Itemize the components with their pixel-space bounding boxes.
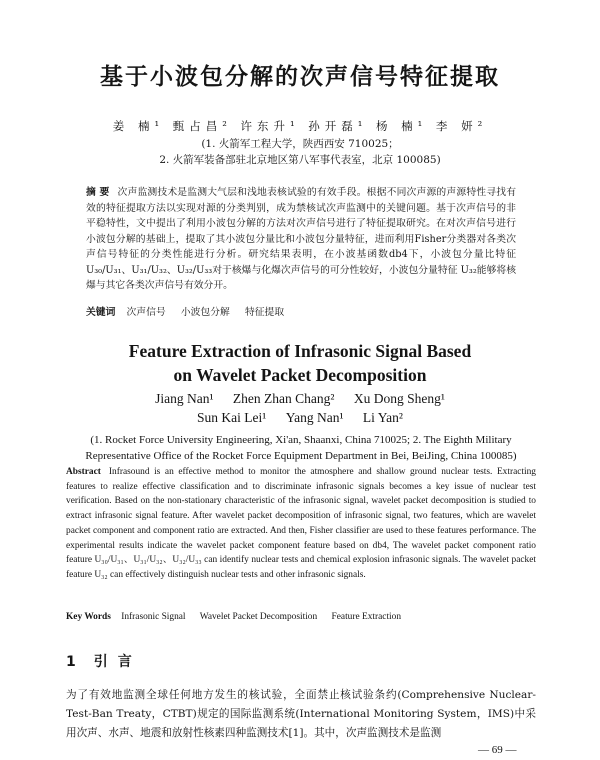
english-keywords-label: Key Words bbox=[66, 612, 111, 622]
english-abstract-text: Infrasound is an effective method to monitor the atmosphere and shallow ground nuclear tests. Extracting features to realize effective classification and to discriminate infrasonic signals becomes a key issue of nuclear test verification. Based on the non-stationary characteristic of the infrasonic signal, wavelet packet decomposition is studied to extract infrasonic signal feature. After wavelet packet decomposition of infrasonic signal, two features, which are wavelet packet component and component ratio are extracted. And then, Fisher classifier are used to these features performance. The experimental results indicate the wavelet packet component feature based on db4, The wavelet packet component ratio feature U₃₀/U₃₁、U₃₁/U₃₂、U₃₂/U₃₃ can identify nuclear tests and chemical explosion infrasonic signals. The wavelet packet feature U₃₂ can effectively distinguish nuclear tests and other infrasonic signals. bbox=[66, 467, 536, 580]
chinese-affiliation-1: (1. 火箭军工程大学，陕西西安 710025； bbox=[201, 138, 399, 150]
english-abstract-label: Abstract bbox=[66, 467, 101, 477]
english-authors-line-1 bbox=[0, 391, 600, 407]
english-title-line-1: Feature Extraction of Infrasonic Signal Based bbox=[128, 341, 472, 361]
english-keyword: Wavelet Packet Decomposition bbox=[199, 612, 318, 622]
author-name: Jiang Nan¹ bbox=[155, 391, 214, 406]
english-keywords bbox=[66, 612, 536, 622]
chinese-abstract-text: 次声监测技术是监测大气层和浅地表核试验的有效手段。根据不同次声源的声源特性寻找有效的特征提取方法以实现对源的分类判别，成为禁核试次声监测中的关键问题。基于次声信号的非平稳特性，文中提出了利用小波包分解的方法对次声信号进行了特征提取研究。在对次声信号进行小波包分解的基础上，提取了其小波包分量比和小波包分量特征，进而利用Fisher分类器对各类次声信号特征的分类性能进行分析。研究结果表明，在小波基函数db4下，小波包分量比特征 U₃₀/U₃₁、U₃₁/U₃₂、U₃₂/U₃₃对于核爆与化爆次声信号的可分性较好，小波包分量特征 U₃₂能够将核爆与其它各类次声信号有效分开。 bbox=[86, 187, 516, 291]
chinese-authors: 姜 楠¹ 甄占昌² 许东升¹ 孙开磊¹ 杨 楠¹ 李 妍² bbox=[112, 119, 488, 133]
chinese-keywords-label: 关键词 bbox=[86, 307, 116, 318]
author-name: Zhen Zhan Chang² bbox=[232, 391, 335, 406]
chinese-keyword: 特征提取 bbox=[244, 307, 285, 318]
section-heading bbox=[66, 651, 142, 671]
body-paragraph: 为了有效地监测全球任何地方发生的核试验，全面禁止核试验条约(Comprehensive Nuclear-Test-Ban Treaty，CTBT)规定的国际监测系统(International Monitoring System，IMS)中采用次声、水声、地震和放射性核素四种监测技术[1]。其中，次声监测技术是监测 bbox=[66, 689, 536, 739]
section-title: 引言 bbox=[93, 654, 142, 670]
chinese-keyword: 小波包分解 bbox=[180, 307, 230, 318]
chinese-affiliation-2: 2. 火箭军装备部驻北京地区第八军事代表室，北京 100085) bbox=[159, 154, 441, 166]
english-title-line-2: on Wavelet Packet Decomposition bbox=[173, 365, 427, 385]
english-affiliation: (1. Rocket Force University Engineering, Xi'an, Shaanxi, China 710025; 2. The Eighth Military Representative Office of the Rocket Force Equipment Department in Bei, BeiJing, China 100085) bbox=[85, 434, 517, 462]
author-name: Sun Kai Lei¹ bbox=[197, 410, 267, 425]
page-number: — 69 — bbox=[478, 744, 517, 756]
author-name: Xu Dong Sheng¹ bbox=[353, 391, 445, 406]
chinese-abstract-label: 摘 要 bbox=[86, 187, 110, 198]
english-authors-line-2 bbox=[0, 410, 600, 426]
author-name: Yang Nan¹ bbox=[285, 410, 344, 425]
chinese-title: 基于小波包分解的次声信号特征提取 bbox=[100, 64, 500, 90]
english-abstract bbox=[66, 465, 536, 583]
chinese-keywords bbox=[86, 306, 516, 320]
section-number: 1 bbox=[66, 654, 76, 670]
chinese-abstract bbox=[86, 185, 516, 294]
author-name: Li Yan² bbox=[362, 410, 403, 425]
english-keyword: Feature Extraction bbox=[331, 612, 402, 622]
english-keyword: Infrasonic Signal bbox=[121, 612, 186, 622]
chinese-keyword: 次声信号 bbox=[126, 307, 166, 318]
